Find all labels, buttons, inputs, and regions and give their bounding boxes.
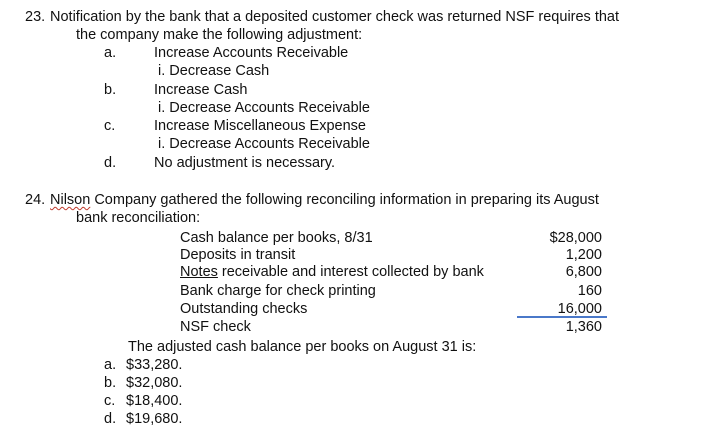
item-label: Bank charge for check printing (180, 283, 376, 299)
item-amount: 160 (577, 283, 602, 299)
option-letter: c. (104, 118, 116, 134)
answer-letter: d. (104, 411, 117, 427)
item-amount: 16,000 (557, 301, 602, 317)
answer-text: $33,280. (126, 357, 183, 373)
option-c-line-1: Increase Miscellaneous Expense (154, 118, 366, 134)
question-number: 24. (25, 192, 46, 208)
answer-letter: c. (104, 393, 116, 409)
item-amount: 1,200 (565, 247, 602, 263)
question-stem-line-1 (50, 191, 599, 209)
option-b-line-1: Increase Cash (154, 82, 248, 98)
question-prompt: The adjusted cash balance per books on August 31 is: (128, 339, 477, 355)
item-amount: 6,800 (565, 264, 602, 280)
stem-text: Company gathered the following reconciling information in preparing its August (90, 192, 599, 208)
question-number: 23. (25, 9, 46, 25)
item-amount: $28,000 (549, 230, 602, 246)
answer-text: $19,680. (126, 411, 183, 427)
option-letter: b. (104, 82, 117, 98)
item-label-underlined: Notes (180, 264, 218, 280)
answer-letter: a. (104, 357, 117, 373)
answer-text: $32,080. (126, 375, 183, 391)
item-label: Cash balance per books, 8/31 (180, 230, 373, 246)
item-label: NSF check (180, 319, 251, 335)
option-b-line-2: i. Decrease Accounts Receivable (158, 100, 370, 116)
option-a-line-1: Increase Accounts Receivable (154, 45, 349, 61)
company-name: Nilson (50, 192, 91, 208)
option-d-line-1: No adjustment is necessary. (154, 155, 336, 171)
option-letter: a. (104, 45, 117, 61)
question-stem-line-1: Notification by the bank that a deposited customer check was returned NSF requires that (50, 9, 620, 25)
answer-text: $18,400. (126, 393, 183, 409)
question-stem-line-2: the company make the following adjustment: (76, 27, 363, 43)
item-amount: 1,360 (565, 319, 602, 335)
item-label-rest: receivable and interest collected by bank (217, 264, 484, 280)
option-letter: d. (104, 155, 117, 171)
item-label: Outstanding checks (180, 301, 308, 317)
option-a-line-2: i. Decrease Cash (158, 63, 270, 79)
item-label: Deposits in transit (180, 247, 296, 263)
item-label (180, 263, 484, 281)
question-stem-line-2: bank reconciliation: (76, 210, 201, 226)
option-c-line-2: i. Decrease Accounts Receivable (158, 136, 370, 152)
answer-letter: b. (104, 375, 117, 391)
